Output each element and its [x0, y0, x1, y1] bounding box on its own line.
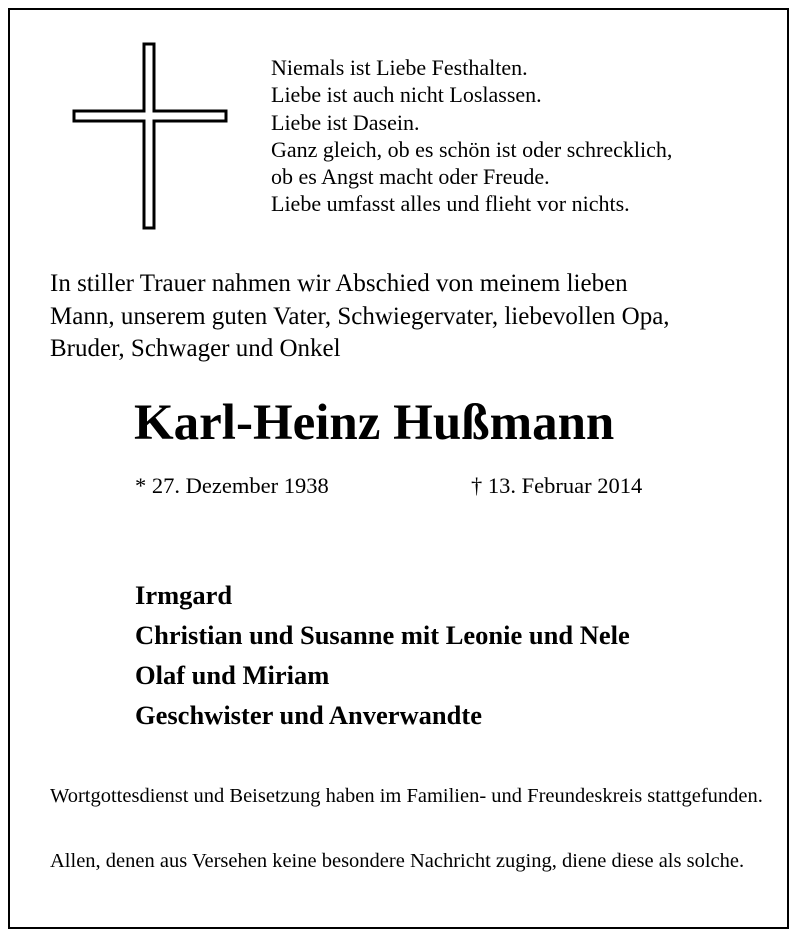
poem-line: Liebe ist auch nicht Loslassen. — [271, 82, 542, 108]
birth-date: * 27. Dezember 1938 — [135, 473, 329, 498]
poem-line: Liebe umfasst alles und flieht vor nichts. — [271, 191, 630, 217]
mourner-line: Geschwister und Anverwandte — [135, 700, 482, 730]
service-notice: Wortgottesdienst und Beisetzung haben im Familien- und Freundeskreis stattgefunden. — [50, 785, 763, 807]
apology-notice: Allen, denen aus Versehen keine besondere Nachricht zuging, diene diese als solche. — [50, 850, 745, 872]
intro-line: Bruder, Schwager und Onkel — [50, 335, 341, 362]
poem-line: Liebe ist Dasein. — [271, 109, 420, 135]
cross-icon — [72, 42, 228, 230]
poem-line: Ganz gleich, ob es schön ist oder schrecklich, — [271, 136, 673, 162]
intro-line: In stiller Trauer nahmen wir Abschied von meinem lieben — [50, 270, 628, 297]
mourner-line: Olaf und Miriam — [135, 660, 330, 690]
intro-text — [50, 268, 770, 366]
poem — [271, 54, 672, 218]
poem-line: Niemals ist Liebe Festhalten. — [271, 55, 528, 80]
deceased-name: Karl-Heinz Hußmann — [134, 395, 615, 451]
mourner-line: Christian und Susanne mit Leonie und Nele — [135, 620, 630, 650]
death-date: † 13. Februar 2014 — [471, 473, 643, 498]
poem-line: ob es Angst macht oder Freude. — [271, 164, 550, 190]
mourner-line: Irmgard — [135, 580, 233, 610]
intro-line: Mann, unserem guten Vater, Schwiegervater, liebevollen Opa, — [50, 302, 670, 330]
mourners-list — [135, 575, 630, 735]
